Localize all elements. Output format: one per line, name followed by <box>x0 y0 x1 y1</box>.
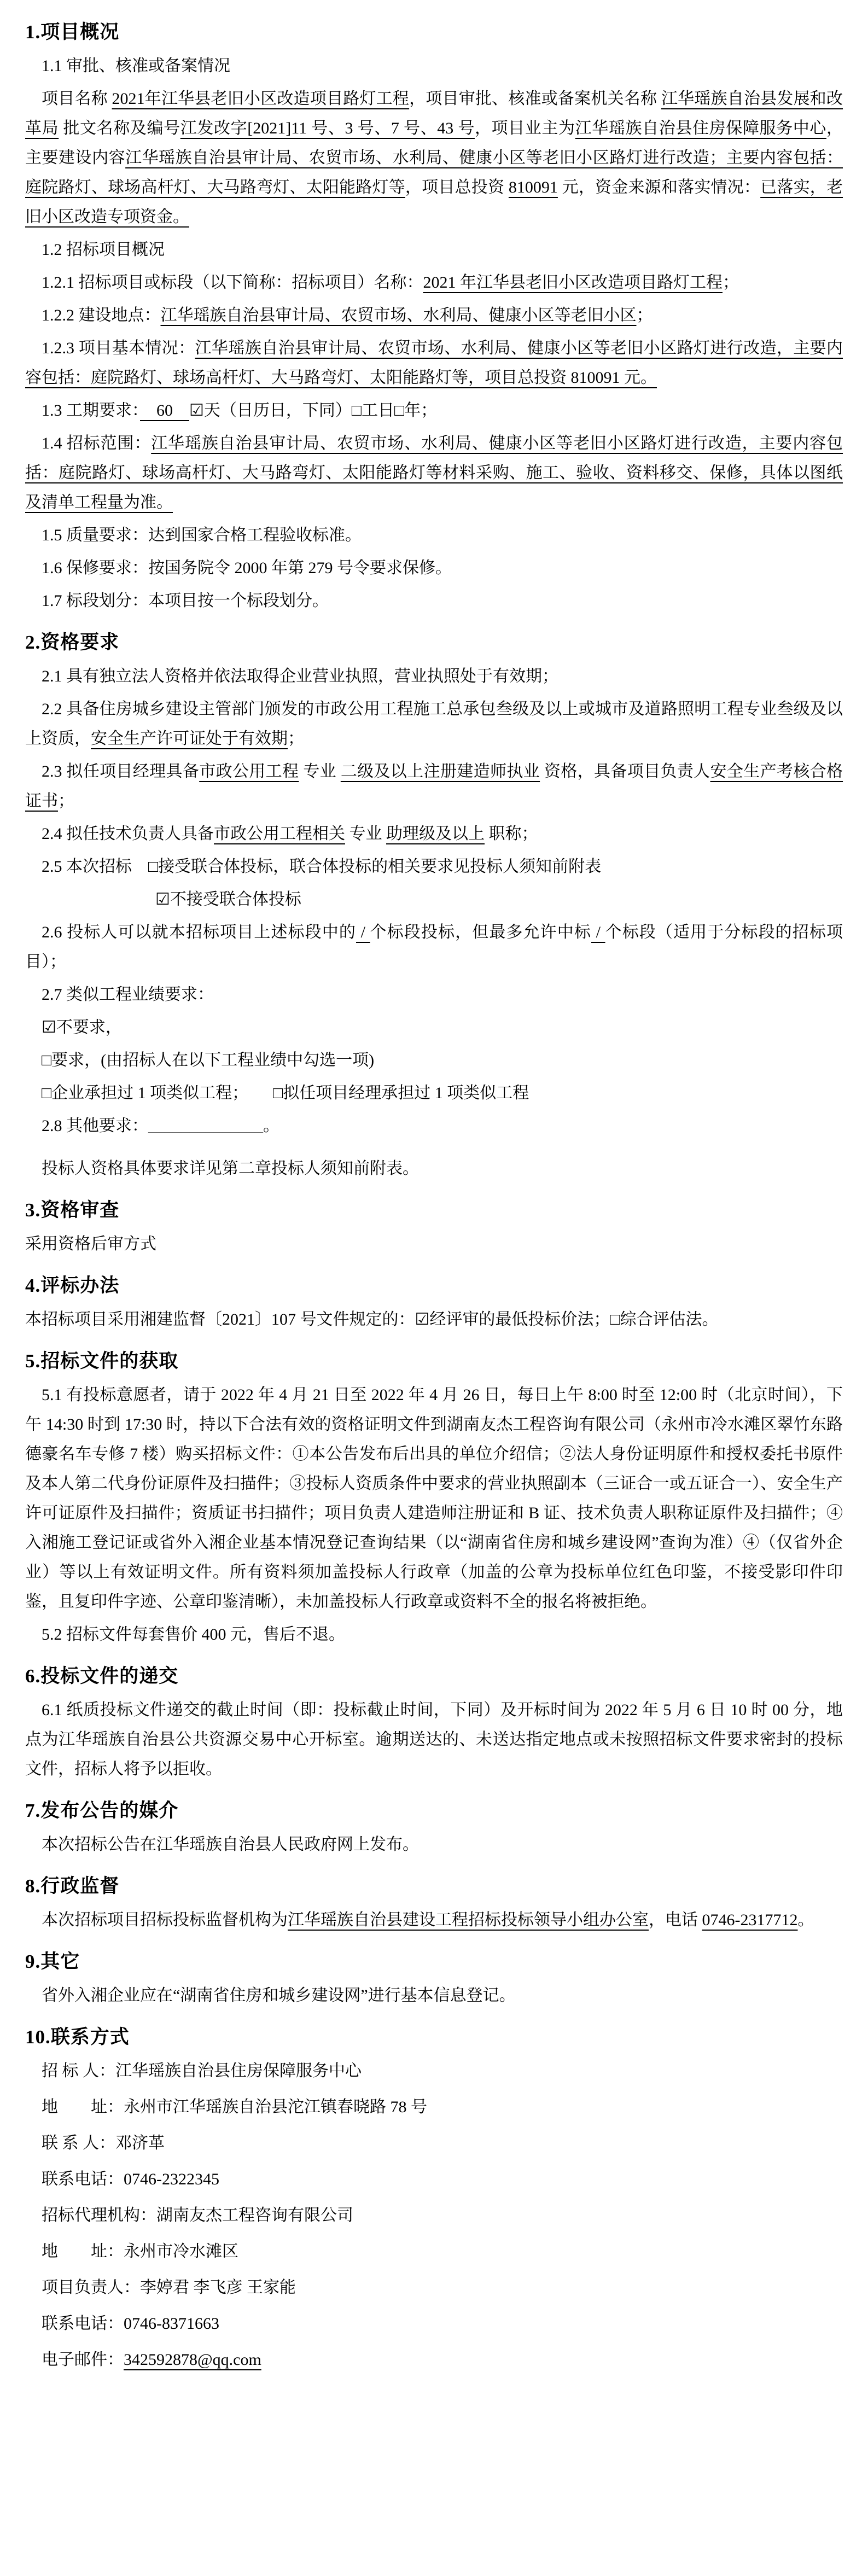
clause-2-7-option-3 <box>25 1079 843 1108</box>
underlined-text: 810091 <box>508 178 558 196</box>
text: 5.2 招标文件每套售价 400 元，售后不退。 <box>42 1625 345 1643</box>
underlined-text: 安全生产许可证处于有效期 <box>91 730 288 748</box>
underlined-text: 已落实，老旧小区改造专项资金。 <box>25 178 843 226</box>
text: 2.2 具备住房城乡建设主管部门颁发的市政公用工程施工总承包叁级及以上或城市及道路照明工程专业叁级及以上资质， <box>25 700 843 748</box>
section-heading-contact: 10.联系方式 <box>25 2026 130 2048</box>
text: 电子邮件： <box>42 2351 124 2369</box>
clause-4-body <box>25 1305 843 1334</box>
underlined-text: 江华瑶族自治县住房保障服务中心 <box>575 119 827 137</box>
underlined-text: / <box>591 923 605 941</box>
clause-1-3 <box>25 396 843 426</box>
text: 投标人资格具体要求详见第二章投标人须知前附表。 <box>42 1159 419 1178</box>
section-evaluation-method <box>25 1273 843 1334</box>
clause-2-7 <box>25 980 843 1010</box>
section-announcement-media <box>25 1798 843 1860</box>
section-heading-overview: 1.项目概况 <box>25 21 120 43</box>
text: ； <box>723 273 739 292</box>
clause-2-5-option <box>155 885 843 914</box>
contact-person <box>25 2129 843 2158</box>
text: 联系电话：0746-2322345 <box>42 2170 219 2188</box>
text: ； <box>288 730 304 748</box>
underlined-text: 江华瑶族自治县审计局、农贸市场、水利局、健康小区等老旧小区路灯进行改造，主要内容包括：庭院路灯、球场高杆灯、大马路弯灯、太阳能路灯等，项目总投资 810091 元。 <box>25 339 843 387</box>
text: 。 <box>797 1911 814 1929</box>
text: 批文名称及编号 <box>59 119 180 137</box>
text: 元，资金来源和落实情况： <box>557 178 761 196</box>
text: ； <box>58 792 74 810</box>
text: ☑不接受联合体投标 <box>155 890 301 908</box>
clause-2-2 <box>25 695 843 754</box>
clause-6-1 <box>25 1695 843 1784</box>
section-heading-administrative-supervision: 8.行政监督 <box>25 1875 120 1897</box>
contact-email <box>25 2345 843 2375</box>
section-qualification-review <box>25 1198 843 1259</box>
text: 2.5 本次招标 □接受联合体投标，联合体投标的相关要求见投标人须知前附表 <box>42 858 602 876</box>
text: 职称； <box>485 825 538 843</box>
contact-bidder <box>25 2056 843 2086</box>
clause-2-7-option-2 <box>25 1046 843 1075</box>
section-qualification <box>25 630 843 1184</box>
contact-project-leads <box>25 2273 843 2303</box>
text: 专业 <box>345 825 386 843</box>
underlined-text: 江华瑶族自治县审计局、农贸市场、水利局、健康小区等老旧小区路灯进行改造；主要内容包括：庭院路灯、球场高杆灯、大马路弯灯、太阳能路灯等 <box>25 149 843 196</box>
underlined-text: 2021年江华县老旧小区改造项目路灯工程 <box>112 90 410 108</box>
clause-1-1-body <box>25 84 843 232</box>
underlined-text: 江华瑶族自治县发展和改革局 <box>25 90 843 137</box>
underlined-text: 江华瑶族自治县建设工程招标投标领导小组办公室 <box>288 1911 649 1929</box>
clause-1-7 <box>25 586 843 616</box>
clause-2-8 <box>25 1111 843 1141</box>
clause-2-1 <box>25 662 843 691</box>
text: 2.6 投标人可以就本招标项目上述标段中的 <box>42 923 356 941</box>
text: ，项目审批、核准或备案机关名称 <box>409 90 661 108</box>
underlined-text: 60 <box>140 401 189 419</box>
text: 采用资格后审方式 <box>25 1235 156 1253</box>
text: 2.1 具有独立法人资格并依法取得企业营业执照，营业执照处于有效期； <box>42 667 558 685</box>
text: 本次招标项目招标投标监督机构为 <box>42 1911 288 1929</box>
text: 联系电话：0746-8371663 <box>42 2315 219 2333</box>
clause-1-5 <box>25 521 843 550</box>
text: 省外入湘企业应在“湖南省住房和城乡建设网”进行基本信息登记。 <box>42 1986 516 2004</box>
text: ☑天（日历日，下同）□工日□年； <box>189 401 438 419</box>
text: 1.2 招标项目概况 <box>42 241 165 259</box>
text: ； <box>636 306 653 324</box>
text: ，项目总投资 <box>405 178 509 196</box>
text: 个标段投标，但最多允许中标 <box>370 923 592 941</box>
text: 1.2.2 建设地点： <box>42 306 161 324</box>
text: 联 系 人：邓济革 <box>42 2134 165 2152</box>
text: 项目名称 <box>42 90 112 108</box>
section-heading-bid-submission: 6.投标文件的递交 <box>25 1665 179 1687</box>
text: 2.7 类似工程业绩要求： <box>42 986 214 1004</box>
text: 1.1 审批、核准或备案情况 <box>42 57 230 75</box>
clause-5-2 <box>25 1620 843 1650</box>
text: 1.5 质量要求：达到国家合格工程验收标准。 <box>42 526 362 544</box>
underlined-text: 2021 年江华县老旧小区改造项目路灯工程 <box>423 273 723 292</box>
text: 项目负责人：李婷君 李飞彦 王家能 <box>42 2278 296 2297</box>
section-contact <box>25 2025 843 2375</box>
clause-7-body <box>25 1830 843 1860</box>
clause-3-body <box>25 1229 843 1259</box>
text: 1.7 标段划分：本项目按一个标段划分。 <box>42 592 329 610</box>
clause-1-2-2 <box>25 301 843 330</box>
underlined-text: 江华瑶族自治县审计局、农贸市场、水利局、健康小区等老旧小区路灯进行改造，主要内容包括：庭院路灯、球场高杆灯、大马路弯灯、太阳能路灯等材料采购、施工、验收、资料移交、保修，具体以图纸及清单工程量为准。 <box>25 434 843 511</box>
text: ，项目业主为 <box>474 119 575 137</box>
clause-8-body <box>25 1905 843 1935</box>
text: ______________ <box>148 1117 263 1135</box>
clause-1-2-3 <box>25 334 843 393</box>
contact-phone <box>25 2165 843 2194</box>
underlined-text: 助理级及以上 <box>386 825 485 843</box>
text: □要求，(由招标人在以下工程业绩中勾选一项) <box>42 1051 375 1069</box>
text: 个标段（适用于分标段的招标项目）； <box>25 923 843 971</box>
contact-agency-address <box>25 2237 843 2266</box>
text: 资格，具备项目负责人 <box>540 762 710 780</box>
section-heading-obtain-documents: 5.招标文件的获取 <box>25 1350 179 1372</box>
text: 本次招标公告在江华瑶族自治县人民政府网上发布。 <box>42 1835 419 1854</box>
section-administrative-supervision <box>25 1874 843 1935</box>
underlined-text: 安全生产考核合格证书 <box>25 762 843 810</box>
text: 1.4 招标范围： <box>42 434 152 452</box>
text: 2.3 拟任项目经理具备 <box>42 762 200 780</box>
text: 2.4 拟任技术负责人具备 <box>42 825 214 843</box>
clause-2-4 <box>25 819 843 849</box>
underlined-text: 江华瑶族自治县审计局、农贸市场、水利局、健康小区等老旧小区 <box>160 306 637 324</box>
section-heading-announcement-media: 7.发布公告的媒介 <box>25 1800 179 1821</box>
section-heading-others: 9.其它 <box>25 1951 80 1972</box>
contact-bidder-address <box>25 2093 843 2122</box>
document-body <box>25 20 843 2375</box>
text: 地 址：永州市冷水滩区 <box>42 2242 238 2260</box>
text: ，主要建设内容 <box>25 119 843 167</box>
section-heading-qualification-review: 3.资格审查 <box>25 1199 120 1221</box>
text: 1.2.1 招标项目或标段（以下简称：招标项目）名称： <box>42 273 423 292</box>
section-others <box>25 1949 843 2010</box>
text: 招 标 人：江华瑶族自治县住房保障服务中心 <box>42 2062 362 2080</box>
text: 1.6 保修要求：按国务院令 2000 年第 279 号令要求保修。 <box>42 559 452 577</box>
text: 1.2.3 项目基本情况： <box>42 339 195 357</box>
underlined-text: / <box>356 923 370 941</box>
section-heading-evaluation-method: 4.评标办法 <box>25 1275 120 1296</box>
text: □企业承担过 1 项类似工程； □拟任项目经理承担过 1 项类似工程 <box>42 1084 529 1102</box>
text: 招标代理机构：湖南友杰工程咨询有限公司 <box>42 2206 353 2224</box>
text: 5.1 有投标意愿者，请于 2022 年 4 月 21 日至 2022 年 4 月 26 日，每日上午 8:00 时至 12:00 时（北京时间），下午 14:30 时到 17:30 时，持以下合法有效的资格证明文件到湖南友杰工程咨询有限公司（永州市冷水滩区翠竹东路德豪名车专修 7 楼）购买招标文件：①本公告发布后出具的单位介绍信；②法人身份证明原件和授权委托书原件及本人第二代身份证原件及扫描件；③投标人资质条件中要求的营业执照副本（三证合一或五证合一）、安全生产许可证原件及扫描件；资质证书扫描件；项目负责人建造师注册证和 B 证、技术负责人职称证原件及扫描件；④入湘施工登记证或省外入湘企业基本情况登记查询结果（以“湖南省住房和城乡建设网”查询为准）④（仅省外企业）等以上有效证明文件。所有资料须加盖投标人行政章（加盖的公章为投标单位红色印鉴，不接受影印件印鉴，且复印件字迹、公章印鉴清晰），未加盖投标人行政章或资料不全的报名将被拒绝。 <box>25 1386 843 1611</box>
contact-agency <box>25 2201 843 2230</box>
section-bid-submission <box>25 1664 843 1784</box>
text: 1.3 工期要求： <box>42 401 140 419</box>
text: ，电话 <box>649 1911 702 1929</box>
underlined-text: 0746-2317712 <box>702 1911 798 1929</box>
clause-2-7-option-1 <box>25 1013 843 1042</box>
contact-agency-phone <box>25 2309 843 2339</box>
text: 地 址：永州市江华瑶族自治县沱江镇春晓路 78 号 <box>42 2098 427 2116</box>
clause-2-6 <box>25 918 843 977</box>
text: ☑不要求， <box>42 1018 122 1036</box>
clause-1-2-label <box>25 235 843 265</box>
text: 本招标项目采用湘建监督〔2021〕107 号文件规定的：☑经评审的最低投标价法；□综合评估法。 <box>25 1310 719 1328</box>
clause-1-1-label <box>25 51 843 81</box>
clause-2-3 <box>25 757 843 816</box>
section-heading-qualification: 2.资格要求 <box>25 632 120 653</box>
underlined-text: 市政公用工程 <box>199 762 299 780</box>
clause-2-5 <box>25 852 843 882</box>
clause-1-2-1 <box>25 268 843 298</box>
text: 专业 <box>299 762 341 780</box>
underlined-text: 二级及以上注册建造师执业 <box>340 762 540 780</box>
section-obtain-documents <box>25 1349 843 1650</box>
clause-9-body <box>25 1981 843 2010</box>
text: 2.8 其他要求： <box>42 1117 148 1135</box>
clause-1-6 <box>25 553 843 583</box>
underlined-text: 342592878@qq.com <box>124 2351 261 2369</box>
underlined-text: 市政公用工程相关 <box>214 825 345 843</box>
section-overview <box>25 20 843 616</box>
clause-1-4 <box>25 429 843 517</box>
underlined-text: 江发改字[2021]11 号、3 号、7 号、43 号 <box>180 119 475 137</box>
text: 。 <box>263 1117 279 1135</box>
qualification-note <box>25 1154 843 1184</box>
clause-5-1 <box>25 1380 843 1617</box>
text: 6.1 纸质投标文件递交的截止时间（即：投标截止时间，下同）及开标时间为 2022 年 5 月 6 日 10 时 00 分，地点为江华瑶族自治县公共资源交易中心开标室。逾期送达的、未送达指定地点或未按照招标文件要求密封的投标文件，招标人将予以拒收。 <box>25 1701 843 1778</box>
